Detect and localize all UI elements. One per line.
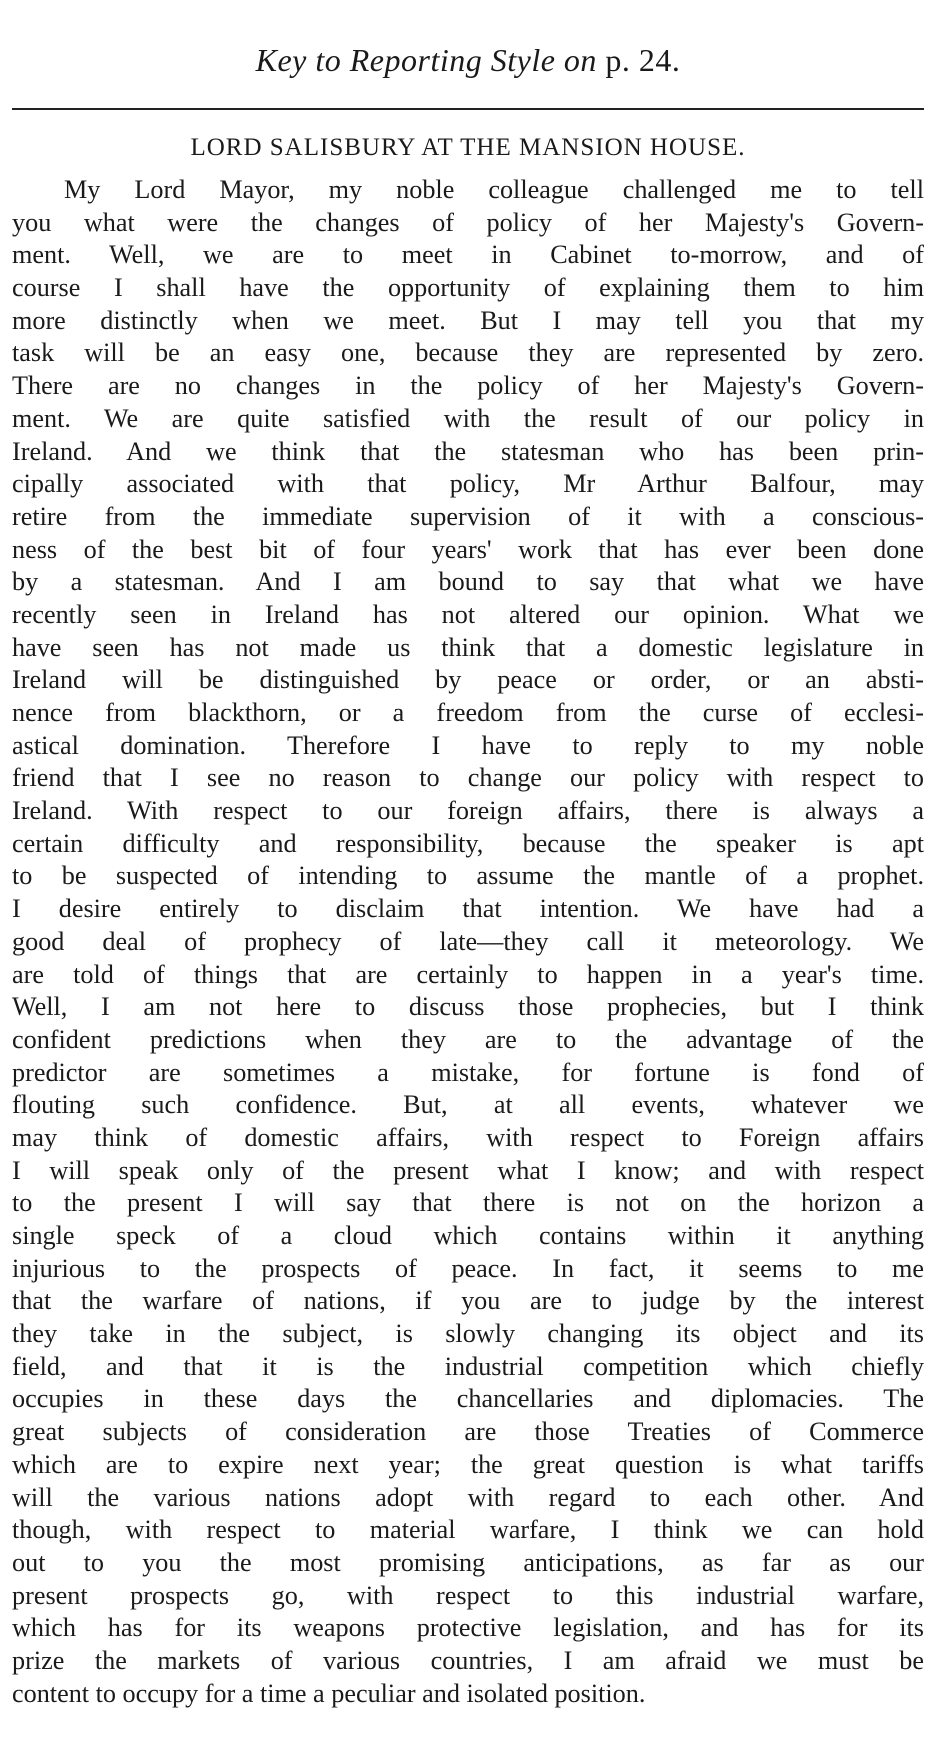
body-line: are told of things that are certainly to happen in a year's time. bbox=[12, 959, 924, 989]
body-line: predictor are sometimes a mistake, for fortune is fond of bbox=[12, 1057, 924, 1087]
body-line: cipally associated with that policy, Mr Arthur Balfour, may bbox=[12, 469, 924, 499]
body-line: prize the markets of various countries, I am afraid we must be bbox=[12, 1645, 924, 1675]
body-line: out to you the most promising anticipations, as far as our bbox=[12, 1547, 924, 1577]
body-line: task will be an easy one, because they are represented by zero. bbox=[12, 338, 924, 368]
body-line: There are no changes in the policy of her Majesty's Govern- bbox=[12, 371, 924, 401]
body-line: to be suspected of intending to assume the mantle of a prophet. bbox=[12, 861, 924, 891]
body-line: which has for its weapons protective legislation, and has for its bbox=[12, 1613, 924, 1643]
body-line: Ireland. And we think that the statesman who has been prin- bbox=[12, 436, 924, 466]
body-line: they take in the subject, is slowly changing its object and its bbox=[12, 1319, 924, 1349]
body-line: which are to expire next year; the great question is what tariffs bbox=[12, 1449, 924, 1479]
body-line: you what were the changes of policy of her Majesty's Govern- bbox=[12, 207, 924, 237]
header-reporting-key: Key to Reporting Style on bbox=[255, 42, 597, 78]
body-line: single speck of a cloud which contains within it anything bbox=[12, 1221, 924, 1250]
body-line: nence from blackthorn, or a freedom from the curse of ecclesi- bbox=[12, 698, 924, 727]
body-line: I desire entirely to disclaim that intention. We have had a bbox=[12, 894, 924, 924]
body-line: ment. We are quite satisfied with the result of our policy in bbox=[12, 403, 924, 433]
body-line: to the present I will say that there is not on the horizon a bbox=[12, 1188, 924, 1218]
header-rule bbox=[12, 108, 924, 110]
body-line: though, with respect to material warfare, I think we can hold bbox=[12, 1515, 924, 1545]
page-header bbox=[12, 40, 924, 80]
body-line: recently seen in Ireland has not altered our opinion. What we bbox=[12, 599, 924, 629]
body-line: retire from the immediate supervision of it with a conscious- bbox=[12, 501, 924, 531]
body-line: may think of domestic affairs, with respect to Foreign affairs bbox=[12, 1122, 924, 1152]
body-line: Ireland. With respect to our foreign affairs, there is always a bbox=[12, 796, 924, 826]
body-line: that the warfare of nations, if you are to judge by the interest bbox=[12, 1286, 924, 1316]
body-line: I will speak only of the present what I know; and with respect bbox=[12, 1155, 924, 1185]
body-line: more distinctly when we meet. But I may tell you that my bbox=[12, 305, 924, 335]
body-line: Ireland will be distinguished by peace or order, or an absti- bbox=[12, 665, 924, 695]
body-line: occupies in these days the chancellaries and diplomacies. The bbox=[12, 1384, 924, 1414]
body-line: ment. Well, we are to meet in Cabinet to-morrow, and of bbox=[12, 240, 924, 270]
body-line: course I shall have the opportunity of explaining them to him bbox=[12, 273, 924, 303]
body-line: certain difficulty and responsibility, because the speaker is apt bbox=[12, 828, 924, 858]
body-line: injurious to the prospects of peace. In fact, it seems to me bbox=[12, 1253, 924, 1283]
body-line: My Lord Mayor, my noble colleague challenged me to tell bbox=[64, 175, 924, 204]
body-line: great subjects of consideration are those Treaties of Commerce bbox=[12, 1417, 924, 1447]
article-body bbox=[12, 174, 924, 1710]
body-line: content to occupy for a time a peculiar and isolated position. bbox=[12, 1678, 646, 1708]
body-line: by a statesman. And I am bound to say that what we have bbox=[12, 567, 924, 597]
body-line: present prospects go, with respect to this industrial warfare, bbox=[12, 1580, 924, 1610]
body-line: friend that I see no reason to change our policy with respect to bbox=[12, 763, 924, 793]
body-line: will the various nations adopt with regard to each other. And bbox=[12, 1482, 924, 1512]
body-line: Well, I am not here to discuss those prophecies, but I think bbox=[12, 992, 924, 1022]
body-line: ness of the best bit of four years' work that has ever been done bbox=[12, 534, 924, 564]
body-line: flouting such confidence. But, at all events, whatever we bbox=[12, 1090, 924, 1120]
body-line: astical domination. Therefore I have to reply to my noble bbox=[12, 730, 924, 760]
body-line: good deal of prophecy of late—they call it meteorology. We bbox=[12, 926, 924, 956]
header-page-ref: p. 24. bbox=[605, 42, 681, 78]
article-title: LORD SALISBURY AT THE MANSION HOUSE. bbox=[190, 134, 746, 161]
body-line: confident predictions when they are to the advantage of the bbox=[12, 1024, 924, 1054]
body-line: have seen has not made us think that a domestic legislature in bbox=[12, 632, 924, 662]
body-line: field, and that it is the industrial competition which chiefly bbox=[12, 1351, 924, 1381]
